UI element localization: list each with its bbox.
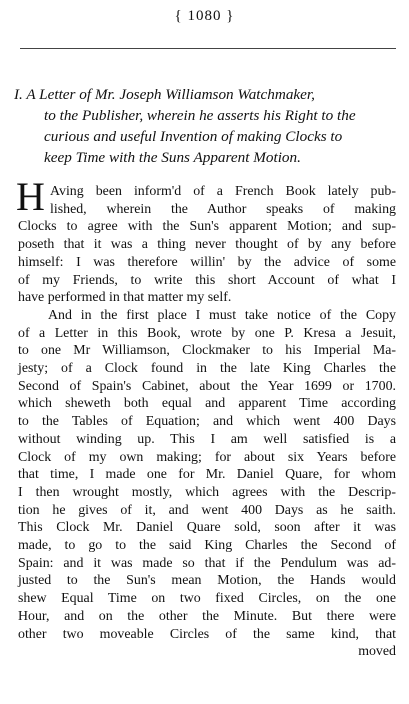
text-line: Spain: and it was made so that if the Pendulum was ad- — [18, 555, 396, 571]
text-line: shew Equal Time on two fixed Circles, on the one — [18, 591, 396, 607]
heading-line: keep Time with the Suns Apparent Motion. — [44, 149, 301, 166]
heading-line: I. A Letter of Mr. Joseph Williamson Watchmaker, — [14, 86, 315, 103]
drop-cap: H — [16, 174, 45, 219]
text-line: Second of Spain's Cabinet, about the Year 1699 or 1700. — [18, 378, 396, 394]
text-line: other two moveable Circles of the same kind, that — [18, 626, 396, 642]
text-line: to the Tables of Equation; and which went 400 Days — [18, 414, 396, 430]
text-line: This Clock Mr. Daniel Quare sold, soon after it was — [18, 520, 396, 536]
text-line: Aving been inform'd of a French Book lately pub- — [50, 184, 396, 199]
text-line: And in the first place I must take notice of the Copy — [48, 307, 396, 323]
article-body — [16, 174, 396, 661]
text-line: have performed in that matter my self. — [18, 290, 232, 306]
text-line: I then wrought mostly, which agrees with the Descrip- — [18, 484, 396, 500]
text-line: himself: I was therefore willin' by the advice of some — [18, 254, 396, 270]
heading-line: to the Publisher, wherein he asserts his Right to the — [44, 107, 356, 124]
text-line: lished, wherein the Author speaks of making — [50, 201, 396, 217]
text-line: jesty; of a Clock found in the late King Charles the — [18, 361, 396, 377]
text-line: of my Friends, to write this short Account of what I — [18, 272, 396, 288]
text-line: made, to go to the said King Charles the Second of — [18, 538, 396, 554]
text-line: Clock of my own making; for about six Years before — [18, 449, 396, 465]
text-line: that time, I made one for Mr. Daniel Quare, for whom — [18, 467, 396, 483]
page-number: { 1080 } — [174, 8, 235, 24]
text-line: of a Letter in this Book, wrote by one P. Kresa a Jesuit, — [18, 325, 396, 341]
header-rule — [20, 48, 396, 49]
text-line: without winding up. This I am well satisfied is a — [18, 431, 396, 447]
heading-line: curious and useful Invention of making Clocks to — [44, 128, 343, 145]
paragraph-2 — [18, 307, 396, 661]
paragraph-1 — [16, 174, 396, 307]
text-line: Hour, and on the other the Minute. But there were — [18, 608, 396, 624]
text-line: justed to the Sun's mean Motion, the Hands would — [18, 573, 396, 589]
text-line: Clocks to agree with the Sun's apparent Motion; and sup- — [18, 219, 396, 235]
catchword: moved — [358, 644, 396, 660]
text-line: which sheweth both equal and apparent Time according — [18, 396, 396, 412]
text-line: poseth that it was a thing never thought of by any before — [18, 237, 396, 253]
text-line: tion he gives of it, and went 400 Days as he saith. — [18, 502, 396, 518]
text-line: to one Mr Williamson, Clockmaker to his Imperial Ma- — [18, 343, 396, 359]
article-heading — [14, 84, 392, 168]
